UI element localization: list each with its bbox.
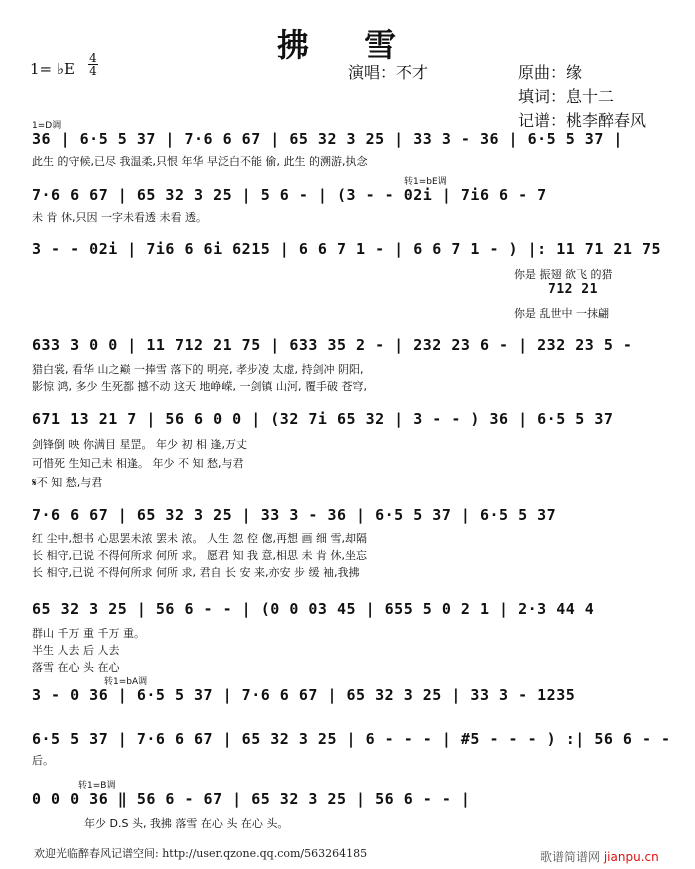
melody-variant: 712 21 [548,282,598,297]
key-change-mark: 1=D调 [32,121,62,131]
watermark-site: 歌谱简谱网 [540,850,601,864]
time-signature-top: 4 [89,51,97,65]
watermark [540,848,659,865]
lyric-line: 群山 千万 重 千万 重。 [32,627,145,640]
lyric-line: 长 相守,已说 不得何所求 何所 求, 君自 长 安 来,亦安 步 缓 袖,我拂 [32,566,360,579]
lyric-line: 你是 振翅 欲飞 的猎 [514,268,613,281]
lyric-line: 落雪 在心 头 在心 [32,661,120,674]
melody-line: 7·6 6 67 | 65 32 3 25 | 33 3 - 36 | 6·5 5 37 | 6·5 5 37 [32,506,557,524]
melody-line: 3 - 0 36 | 6·5 5 37 | 7·6 6 67 | 65 32 3 25 | 33 3 - 1235 [32,686,576,704]
key-change-mark: 转1=B调 [78,781,116,791]
watermark-url: jianpu.cn [603,850,659,864]
lyric-line: 此生 的守候,已尽 我温柔,只恨 年华 早泛白不能 偷, 此生 的溯游,执念 [32,155,368,168]
lyric-line: 可惜死 生知己未 相逢。 年少 不 知 愁,与君 [32,457,244,470]
lyric-line: 后。 [32,754,54,767]
lyric-line: 你是 乱世中 一抹翩 [514,307,609,320]
lyric-line: 长 相守,已说 不得何所求 何所 求。 愿君 知 我 意,相思 未 肯 休,坐忘 [32,549,367,562]
lyric-line: 猎白裳, 看华 山之巅 一捧雪 落下的 明亮, 孝步凌 太虚, 持剑冲 阴阳, [32,363,364,376]
melody-line: 7·6 6 67 | 65 32 3 25 | 5 6 - | (3 - - 02i | 7i6 6 - 7 [32,186,547,204]
melody-line: 6·5 5 37 | 7·6 6 67 | 65 32 3 25 | 6 - - - | #5 - - - ) :| 56 6 - - [32,730,671,748]
key-change-mark: 转1=bA调 [104,677,148,687]
melody-line: 65 32 3 25 | 56 6 - - | (0 0 03 45 | 655 5 0 2 1 | 2·3 44 4 [32,600,595,618]
melody-line: 3 - - 02i | 7i6 6 6i 6215 | 6 6 7 1 - | 6 6 7 1 - ) |: 11 71 21 75 [32,240,662,258]
lyric-line: 𝄋不 知 愁,与君 [32,476,103,489]
song-title: 拂 雪 [276,26,419,64]
lyrics-credit: 填词：息十二 [518,87,615,106]
melody-line: 671 13 21 7 | 56 6 0 0 | (32 7i 65 32 | 3 - - ) 36 | 6·5 5 37 [32,410,614,428]
melody-line: 633 3 0 0 | 11 712 21 75 | 633 35 2 - | 232 23 6 - | 232 23 5 - [32,336,633,354]
melody-line: 0 0 0 36 ‖ 56 6 - 67 | 65 32 3 25 | 56 6 - - | [32,790,471,808]
time-signature [88,52,98,77]
lyric-line: 半生 人去 后 人去 [32,644,120,657]
melody-line: 36 | 6·5 5 37 | 7·6 6 67 | 65 32 3 25 | 33 3 - 36 | 6·5 5 37 | [32,130,623,148]
singer-credit: 演唱：不才 [348,63,429,82]
notation-credit: 记谱：桃李醉春风 [518,111,647,130]
lyric-line: 红 尘中,想书 心思罢未浓 罢未 浓。 人生 忽 倥 偬,再想 画 细 雪,却隔 [32,532,367,545]
key-change-mark: 转1=bE调 [404,177,447,187]
lyric-line: 影惊 鸿, 多少 生死都 撼不动 这天 地峥嵘, 一剑镇 山河, 覆手破 苍穹, [32,380,367,393]
lyric-line: 年少 D.S 头, 我拂 落雪 在心 头 在心 头。 [84,817,289,830]
original-credit: 原曲：缘 [518,63,583,82]
time-signature-bottom: 4 [89,64,97,78]
footer-link[interactable]: 欢迎光临醉春风记谱空间: http://user.qzone.qq.com/563264185 [34,847,368,860]
lyric-line: 剑锋倒 映 你满目 星罡。 年少 初 相 逢,万丈 [32,438,247,451]
lyric-line: 未 肯 休,只因 一字未看透 未看 透。 [32,211,207,224]
key-signature: 1= ♭E [30,60,75,78]
